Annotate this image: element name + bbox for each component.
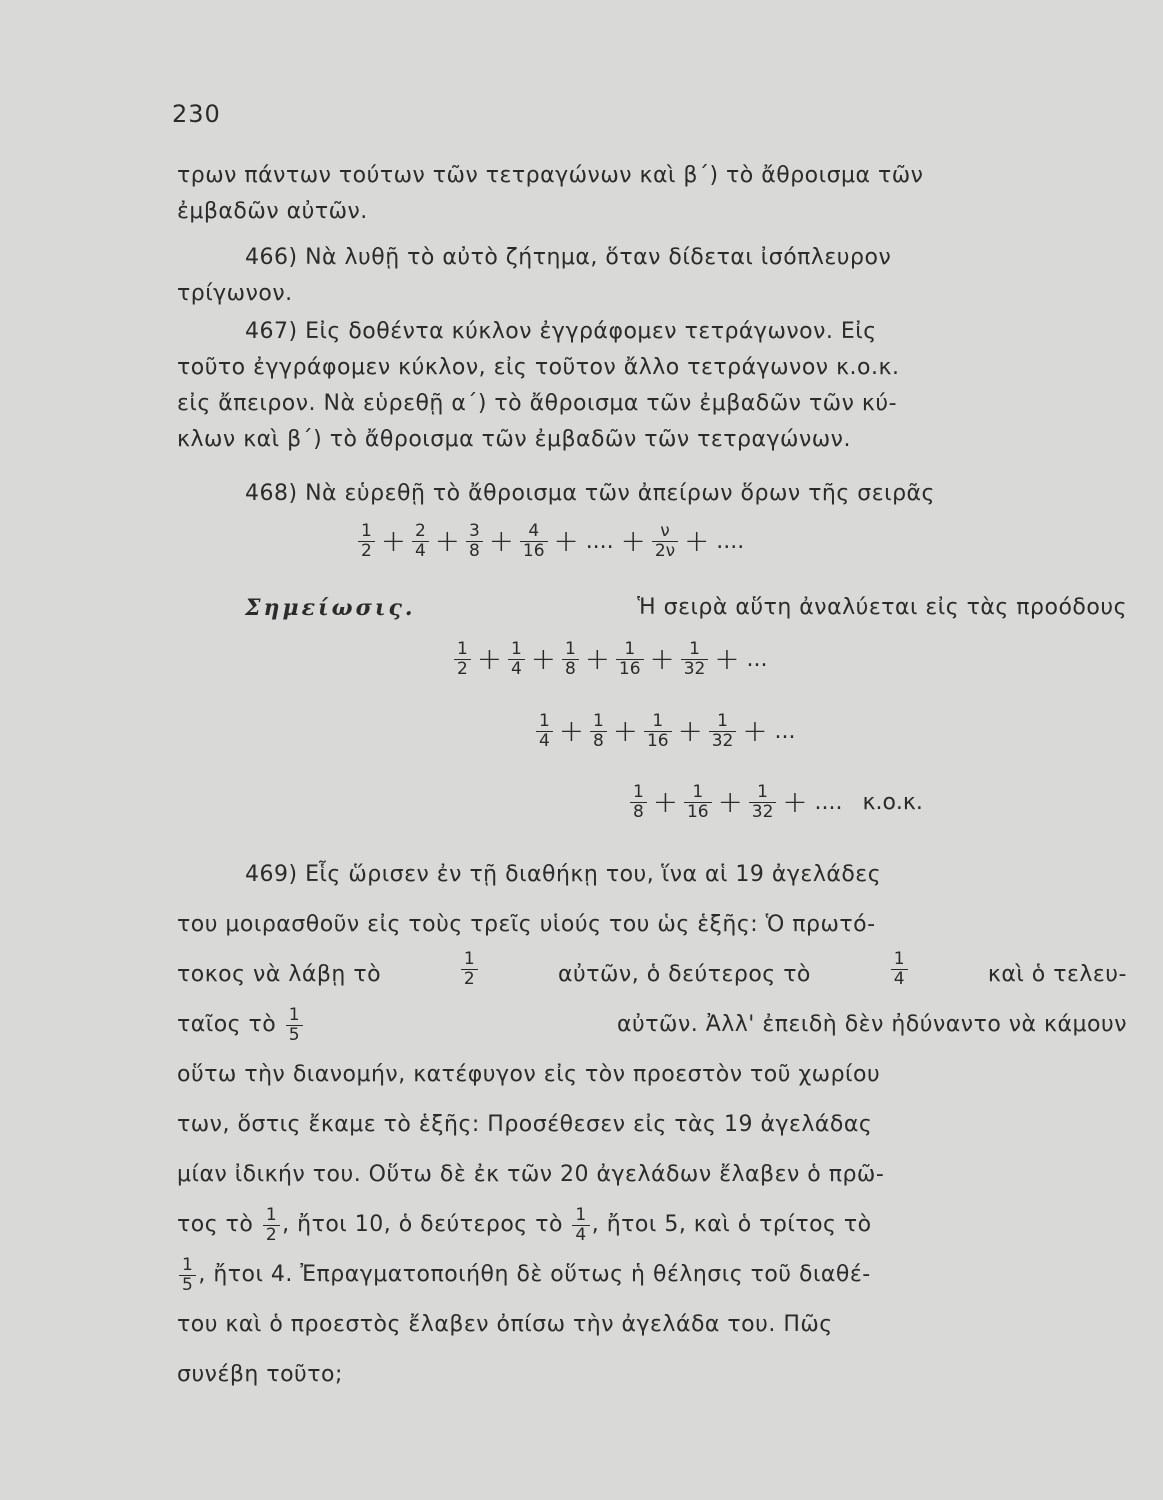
fraction: $\frac{1}{32}$ <box>681 640 709 679</box>
fraction: $\frac{1}{8}$ <box>590 712 607 751</box>
problem-468 <box>177 476 1127 512</box>
fraction: $\frac{1}{16}$ <box>644 712 672 751</box>
text-line: τρίγωνον. <box>177 281 293 306</box>
fraction: $\frac{\nu}{2\nu}$ <box>652 522 678 561</box>
fraction: $\frac{1}{4}$ <box>572 1206 589 1245</box>
fraction: $\frac{2}{4}$ <box>412 522 429 561</box>
note <box>177 590 1127 626</box>
fraction: $\frac{1}{32}$ <box>709 712 737 751</box>
text-line <box>177 590 1127 626</box>
fraction: $\frac{1}{5}$ <box>179 1256 196 1295</box>
text-line: $\frac{1}{5}$ , ἤτοι 4. Ἐπραγματοποιήθη δὲ οὕτως ἡ θέλησις τοῦ διαθέ- <box>177 1250 1127 1300</box>
text-line: του μοιρασθοῦν εἰς τοὺς τρεῖς υἱούς του ὡς ἑξῆς: Ὁ πρωτό- <box>177 912 876 937</box>
fraction: $\frac{4}{16}$ <box>520 522 548 561</box>
progression-3: $\frac{1}{8}$ + $\frac{1}{16}$ + $\frac{1}{32}$ + .... κ.ο.κ. <box>628 783 923 822</box>
text-line: τοκος νὰ λάβῃ τὸ $\frac{1}{2}$ αὐτῶν, ὁ δεύτερος τὸ $\frac{1}{4}$ καὶ ὁ τελευ- <box>177 950 1127 1000</box>
fraction: $\frac{1}{8}$ <box>630 783 647 822</box>
text-line: 469) Εἷς ὥρισεν ἐν τῇ διαθήκῃ του, ἵνα αἱ 19 ἀγελάδες <box>245 862 882 887</box>
koк-abbrev: κ.ο.κ. <box>862 789 923 815</box>
text-line: των, ὅστις ἔκαμε τὸ ἑξῆς: Προσέθεσεν εἰς τὰς 19 ἀγελάδας <box>177 1112 873 1137</box>
series-468: $\frac{1}{2}$ + $\frac{2}{4}$ + $\frac{3}{8}$ + $\frac{4}{16}$ + .... + $\frac{\nu}{2\nu}$ + .... <box>356 522 747 561</box>
fraction: $\frac{1}{16}$ <box>616 640 644 679</box>
text-line: τρων πάντων τούτων τῶν τετραγώνων καὶ β΄) τὸ ἄθροισμα τῶν <box>177 163 924 188</box>
page-number: 230 <box>172 100 221 128</box>
note-heading: Σημείωσις. <box>245 595 416 621</box>
fraction: $\frac{1}{4}$ <box>508 640 525 679</box>
fraction: $\frac{1}{2}$ <box>263 1206 280 1245</box>
text-line: μίαν ἰδικήν του. Οὕτω δὲ ἐκ τῶν 20 ἀγελάδων ἔλαβεν ὁ πρῶ- <box>177 1162 885 1187</box>
fraction: $\frac{1}{2}$ <box>454 640 471 679</box>
text-line: 467) Εἰς δοθέντα κύκλον ἐγγράφομεν τετράγωνον. Εἰς <box>245 319 877 344</box>
problem-467 <box>177 314 1127 458</box>
text-line: κλων καὶ β΄) τὸ ἄθροισμα τῶν ἐμβαδῶν τῶν τετραγώνων. <box>177 427 851 452</box>
fraction: $\frac{1}{32}$ <box>749 783 777 822</box>
fraction: $\frac{1}{5}$ <box>286 1006 303 1045</box>
text-line: 468) Νὰ εὑρεθῇ τὸ ἄθροισμα τῶν ἀπείρων ὅρων τῆς σειρᾶς <box>245 481 935 506</box>
progression-1: $\frac{1}{2}$ + $\frac{1}{4}$ + $\frac{1}{8}$ + $\frac{1}{16}$ + $\frac{1}{32}$ + ... <box>452 640 770 679</box>
text-line: ἐμβαδῶν αὐτῶν. <box>177 199 368 224</box>
text-line: ταῖος τὸ $\frac{1}{5}$ αὐτῶν. Ἀλλ' ἐπειδὴ δὲν ἠδύναντο νὰ κάμουν <box>177 1004 1127 1045</box>
text-line: οὕτω τὴν διανομήν, κατέφυγον εἰς τὸν προεστὸν τοῦ χωρίου <box>177 1062 881 1087</box>
fraction: $\frac{3}{8}$ <box>466 522 483 561</box>
fraction: $\frac{1}{2}$ <box>461 950 478 1000</box>
note-text: Ἡ σειρὰ αὕτη ἀναλύεται εἰς τὰς προόδους <box>637 595 1127 620</box>
problem-466 <box>177 240 1127 312</box>
fraction: $\frac{1}{4}$ <box>891 950 908 1000</box>
intro-paragraph <box>177 158 1127 230</box>
text-line: του καὶ ὁ προεστὸς ἔλαβεν ὀπίσω τὴν ἀγελάδα του. Πῶς <box>177 1312 833 1337</box>
fraction: $\frac{1}{16}$ <box>684 783 712 822</box>
text-line: συνέβη τοῦτο; <box>177 1362 343 1387</box>
fraction: $\frac{1}{2}$ <box>358 522 375 561</box>
text-line: τος τὸ $\frac{1}{2}$ , ἤτοι 10, ὁ δεύτερος τὸ $\frac{1}{4}$ , ἤτοι 5, καὶ ὁ τρίτος τὸ <box>177 1204 872 1245</box>
fraction: $\frac{1}{4}$ <box>536 712 553 751</box>
fraction: $\frac{1}{8}$ <box>562 640 579 679</box>
text-line: εἰς ἄπειρον. Νὰ εὑρεθῇ α΄) τὸ ἄθροισμα τῶν ἐμβαδῶν τῶν κύ- <box>177 391 898 416</box>
text-line: 466) Νὰ λυθῇ τὸ αὐτὸ ζήτημα, ὅταν δίδεται ἰσόπλευρον <box>245 245 892 270</box>
text-line: τοῦτο ἐγγράφομεν κύκλον, εἰς τοῦτον ἄλλο τετράγωνον κ.ο.κ. <box>177 355 900 380</box>
problem-469 <box>177 850 1127 1400</box>
progression-2: $\frac{1}{4}$ + $\frac{1}{8}$ + $\frac{1}{16}$ + $\frac{1}{32}$ + ... <box>534 712 798 751</box>
